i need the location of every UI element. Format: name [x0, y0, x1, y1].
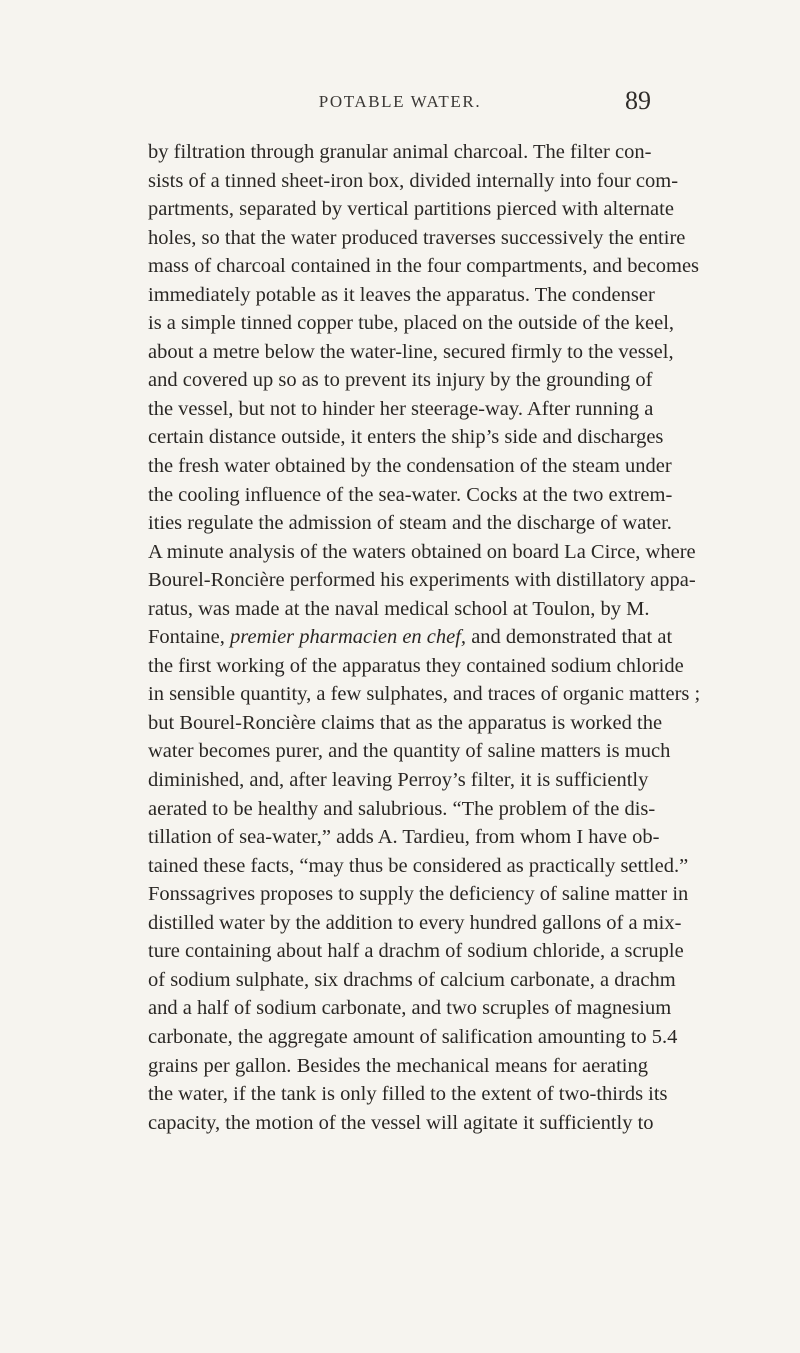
- running-title: POTABLE WATER.: [318, 92, 482, 111]
- text-line: partments, separated by vertical partitions pierced with alternate: [148, 198, 674, 221]
- text-line: of sodium sulphate, six drachms of calcium carbonate, a drachm: [148, 968, 676, 991]
- text-run: Fontaine,: [148, 626, 230, 649]
- text-line: distilled water by the addition to every hundred gallons of a mix-: [148, 911, 682, 934]
- text-line: the cooling influence of the sea-water. Cocks at the two extrem-: [148, 483, 673, 506]
- text-line: water becomes purer, and the quantity of saline matters is much: [148, 740, 671, 763]
- text-line: diminished, and, after leaving Perroy’s filter, it is sufficiently: [148, 769, 649, 792]
- text-line: capacity, the motion of the vessel will agitate it sufficiently to: [148, 1111, 654, 1134]
- text-line: ture containing about half a drachm of sodium chloride, a scruple: [148, 940, 684, 963]
- text-line: by filtration through granular animal charcoal. The filter con-: [148, 141, 652, 163]
- page-number: 89: [625, 86, 651, 115]
- text-line: sists of a tinned sheet-iron box, divided internally into four com-: [148, 169, 679, 192]
- running-head: [0, 86, 800, 116]
- text-line: grains per gallon. Besides the mechanical means for aerating: [148, 1054, 648, 1077]
- body-text: [148, 138, 701, 1137]
- text-line: ratus, was made at the naval medical school at Toulon, by M.: [148, 597, 650, 620]
- text-line: carbonate, the aggregate amount of salification amounting to 5.4: [148, 1025, 678, 1048]
- text-line: Fonssagrives proposes to supply the deficiency of saline matter in: [148, 883, 689, 906]
- text-line: Bourel-Roncière performed his experiments with distillatory appa-: [148, 569, 696, 592]
- italic-phrase: premier pharmacien en chef,: [230, 626, 467, 649]
- text-line: and a half of sodium carbonate, and two scruples of magnesium: [148, 997, 672, 1020]
- text-line: certain distance outside, it enters the ship’s side and discharges: [148, 426, 664, 449]
- text-run: and demonstrated that at: [466, 626, 673, 649]
- text-line: immediately potable as it leaves the apparatus. The condenser: [148, 283, 655, 306]
- text-line: and covered up so as to prevent its injury by the grounding of: [148, 369, 653, 392]
- text-line: aerated to be healthy and salubrious. “The problem of the dis-: [148, 797, 656, 820]
- text-line: tillation of sea-water,” adds A. Tardieu, from whom I have ob-: [148, 826, 660, 849]
- text-line: tained these facts, “may thus be considered as practically settled.”: [148, 854, 689, 877]
- text-line: A minute analysis of the waters obtained on board La Circe, where: [148, 540, 696, 563]
- text-line: in sensible quantity, a few sulphates, and traces of organic matters ;: [148, 683, 701, 706]
- text-line: is a simple tinned copper tube, placed on the outside of the keel,: [148, 312, 675, 335]
- text-line: the vessel, but not to hinder her steerage-way. After running a: [148, 397, 654, 420]
- text-line: the first working of the apparatus they contained sodium chloride: [148, 654, 684, 677]
- text-line: the fresh water obtained by the condensation of the steam under: [148, 455, 672, 478]
- text-line-with-italic: [148, 623, 673, 652]
- text-line: the water, if the tank is only filled to the extent of two-thirds its: [148, 1083, 668, 1106]
- text-line: about a metre below the water-line, secured firmly to the vessel,: [148, 340, 674, 363]
- text-line: but Bourel-Roncière claims that as the apparatus is worked the: [148, 711, 663, 734]
- text-line: mass of charcoal contained in the four compartments, and becomes: [148, 255, 700, 278]
- text-line: holes, so that the water produced traverses successively the entire: [148, 226, 686, 249]
- text-line: ities regulate the admission of steam and the discharge of water.: [148, 512, 672, 535]
